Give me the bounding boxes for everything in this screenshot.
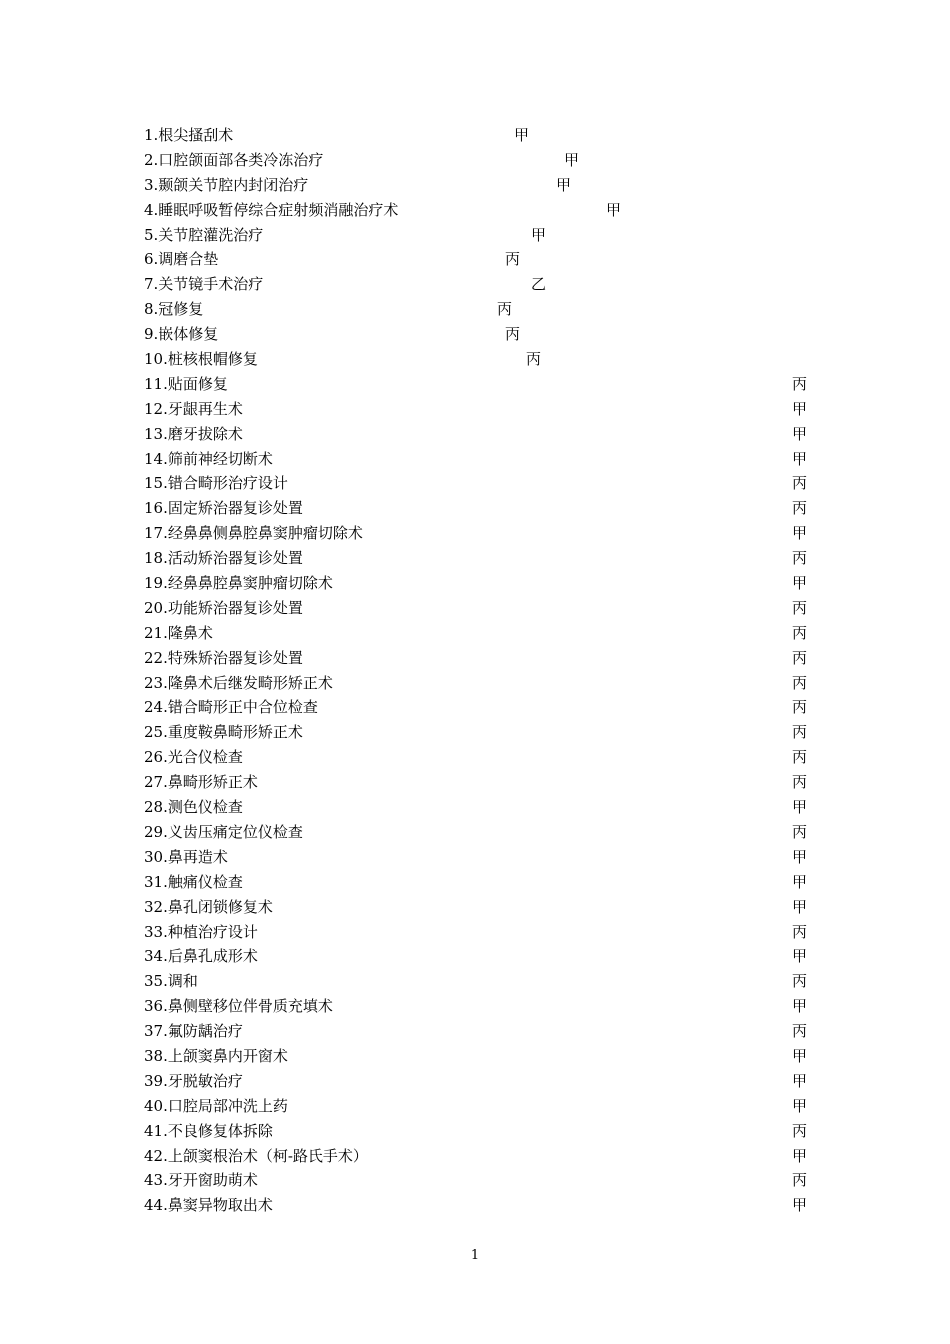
procedure-name: 38.上颌窦鼻内开窗术 <box>144 1046 288 1065</box>
procedure-name: 23.隆鼻术后继发畸形矫正术 <box>144 673 333 692</box>
procedure-name: 19.经鼻鼻腔鼻窦肿瘤切除术 <box>144 574 333 593</box>
list-item <box>144 471 824 496</box>
list-item <box>144 1193 824 1218</box>
procedure-name: 1.根尖搔刮术 <box>144 126 234 144</box>
list-item <box>144 148 824 173</box>
procedure-name: 14.筛前神经切断术 <box>144 449 273 468</box>
list-item <box>144 297 824 322</box>
procedure-grade: 甲 <box>792 449 808 468</box>
list-item <box>144 596 824 621</box>
procedure-grade: 丙 <box>792 623 808 642</box>
list-item <box>144 123 824 148</box>
procedure-name: 22.特殊矫治器复诊处置 <box>144 648 303 667</box>
procedure-name: 9.嵌体修复 <box>144 325 219 344</box>
procedure-name: 30.鼻再造术 <box>144 847 228 866</box>
procedure-grade: 丙 <box>792 673 808 692</box>
procedure-name: 34.后鼻孔成形术 <box>144 947 258 966</box>
procedure-name: 33.种植治疗设计 <box>144 922 258 941</box>
list-item <box>144 646 824 671</box>
list-item <box>144 1094 824 1119</box>
procedure-name: 3.颞颌关节腔内封闭治疗 <box>144 175 309 194</box>
list-item <box>144 795 824 820</box>
list-item <box>144 447 824 472</box>
procedure-name: 18.活动矫治器复诊处置 <box>144 549 303 568</box>
procedure-grade: 甲 <box>792 1071 808 1090</box>
list-item <box>144 1044 824 1069</box>
procedure-name: 44.鼻窦异物取出术 <box>144 1196 273 1215</box>
list-item <box>144 422 824 447</box>
list-item <box>144 322 824 347</box>
procedure-grade: 丙 <box>792 922 808 941</box>
list-item <box>144 223 824 248</box>
list-item <box>144 347 824 372</box>
list-item <box>144 695 824 720</box>
list-item <box>144 571 824 596</box>
procedure-name: 10.桩核根帽修复 <box>144 350 258 369</box>
procedure-name: 7.关节镜手术治疗 <box>144 275 264 294</box>
list-item <box>144 621 824 646</box>
list-item <box>144 372 824 397</box>
procedure-name: 25.重度鞍鼻畸形矫正术 <box>144 723 303 742</box>
procedure-grade: 丙 <box>792 1121 808 1140</box>
list-item <box>144 198 824 223</box>
procedure-grade: 甲 <box>792 872 808 891</box>
procedure-grade: 丙 <box>526 350 542 369</box>
procedure-grade: 乙 <box>531 275 547 294</box>
procedure-grade: 丙 <box>792 822 808 841</box>
procedure-name: 42.上颌窦根治术（柯-路氏手术） <box>144 1146 368 1165</box>
list-item <box>144 920 824 945</box>
procedure-name: 21.隆鼻术 <box>144 623 213 642</box>
procedure-grade: 丙 <box>792 748 808 767</box>
procedure-grade: 甲 <box>792 574 808 593</box>
list-item <box>144 870 824 895</box>
page-number: 1 <box>470 1248 480 1263</box>
procedure-name: 17.经鼻鼻侧鼻腔鼻窦肿瘤切除术 <box>144 524 363 543</box>
procedure-name: 11.贴面修复 <box>144 374 228 393</box>
procedure-grade: 甲 <box>792 399 808 418</box>
procedure-grade: 甲 <box>792 1196 808 1215</box>
procedure-name: 2.口腔颌面部各类冷冻治疗 <box>144 150 324 169</box>
procedure-grade: 甲 <box>792 1146 808 1165</box>
procedure-grade: 甲 <box>514 126 530 144</box>
procedure-grade: 甲 <box>792 798 808 817</box>
procedure-name: 31.触痛仪检查 <box>144 872 243 891</box>
procedure-grade: 丙 <box>792 648 808 667</box>
procedure-name: 15.错合畸形治疗设计 <box>144 474 288 493</box>
procedure-name: 6.调磨合垫 <box>144 250 219 269</box>
list-item <box>144 272 824 297</box>
procedure-name: 37.氟防龋治疗 <box>144 1022 243 1041</box>
procedure-name: 43.牙开窗助萌术 <box>144 1171 258 1190</box>
procedure-name: 13.磨牙拔除术 <box>144 424 243 443</box>
list-item <box>144 1019 824 1044</box>
procedure-grade: 丙 <box>792 374 808 393</box>
list-item <box>144 546 824 571</box>
list-item <box>144 720 824 745</box>
procedure-name: 29.义齿压痛定位仪检查 <box>144 822 303 841</box>
list-item <box>144 1069 824 1094</box>
list-item <box>144 820 824 845</box>
list-item <box>144 944 824 969</box>
procedure-grade: 甲 <box>792 1046 808 1065</box>
procedure-grade: 甲 <box>792 947 808 966</box>
list-item <box>144 173 824 198</box>
procedure-name: 16.固定矫治器复诊处置 <box>144 499 303 518</box>
procedure-grade: 甲 <box>606 200 622 219</box>
procedure-grade: 丙 <box>792 698 808 717</box>
procedure-grade: 丙 <box>505 250 521 269</box>
list-item <box>144 1168 824 1193</box>
procedure-grade: 甲 <box>792 997 808 1016</box>
list-item <box>144 521 824 546</box>
list-item <box>144 397 824 422</box>
list-item <box>144 845 824 870</box>
list-item <box>144 671 824 696</box>
procedure-grade: 甲 <box>792 424 808 443</box>
procedure-name: 28.测色仪检查 <box>144 798 243 817</box>
list-item <box>144 247 824 272</box>
procedure-name: 27.鼻畸形矫正术 <box>144 773 258 792</box>
procedure-name: 32.鼻孔闭锁修复术 <box>144 897 273 916</box>
procedure-grade: 甲 <box>556 175 572 194</box>
list-item <box>144 496 824 521</box>
procedure-grade: 丙 <box>792 773 808 792</box>
procedure-grade: 丙 <box>792 972 808 991</box>
list-item <box>144 969 824 994</box>
procedure-name: 35.调和 <box>144 972 198 991</box>
list-item <box>144 745 824 770</box>
procedure-grade: 甲 <box>564 150 580 169</box>
procedure-grade: 丙 <box>792 723 808 742</box>
procedure-name: 39.牙脱敏治疗 <box>144 1071 243 1090</box>
procedure-grade: 丙 <box>792 1022 808 1041</box>
list-item <box>144 994 824 1019</box>
procedure-grade: 丙 <box>792 598 808 617</box>
procedure-grade: 丙 <box>792 1171 808 1190</box>
procedure-name: 26.光合仪检查 <box>144 748 243 767</box>
procedure-name: 8.冠修复 <box>144 300 204 319</box>
procedure-grade: 甲 <box>792 524 808 543</box>
procedure-name: 5.关节腔灌洗治疗 <box>144 225 264 244</box>
procedure-grade: 丙 <box>792 499 808 518</box>
procedure-name: 4.睡眠呼吸暂停综合症射频消融治疗术 <box>144 200 399 219</box>
procedure-grade: 丙 <box>497 300 513 319</box>
procedure-grade: 甲 <box>792 1096 808 1115</box>
procedure-grade: 丙 <box>505 325 521 344</box>
procedure-grade: 甲 <box>792 847 808 866</box>
procedure-name: 40.口腔局部冲洗上药 <box>144 1096 288 1115</box>
procedure-name: 12.牙龈再生术 <box>144 399 243 418</box>
procedure-name: 20.功能矫治器复诊处置 <box>144 598 303 617</box>
list-item <box>144 895 824 920</box>
list-item <box>144 770 824 795</box>
procedure-grade: 丙 <box>792 474 808 493</box>
list-item <box>144 1119 824 1144</box>
procedure-name: 41.不良修复体拆除 <box>144 1121 273 1140</box>
procedure-grade: 甲 <box>792 897 808 916</box>
procedure-grade: 甲 <box>531 225 547 244</box>
procedure-list <box>144 123 824 1218</box>
procedure-name: 24.错合畸形正中合位检查 <box>144 698 318 717</box>
procedure-name: 36.鼻侧壁移位伴骨质充填术 <box>144 997 333 1016</box>
list-item <box>144 1144 824 1169</box>
procedure-grade: 丙 <box>792 549 808 568</box>
